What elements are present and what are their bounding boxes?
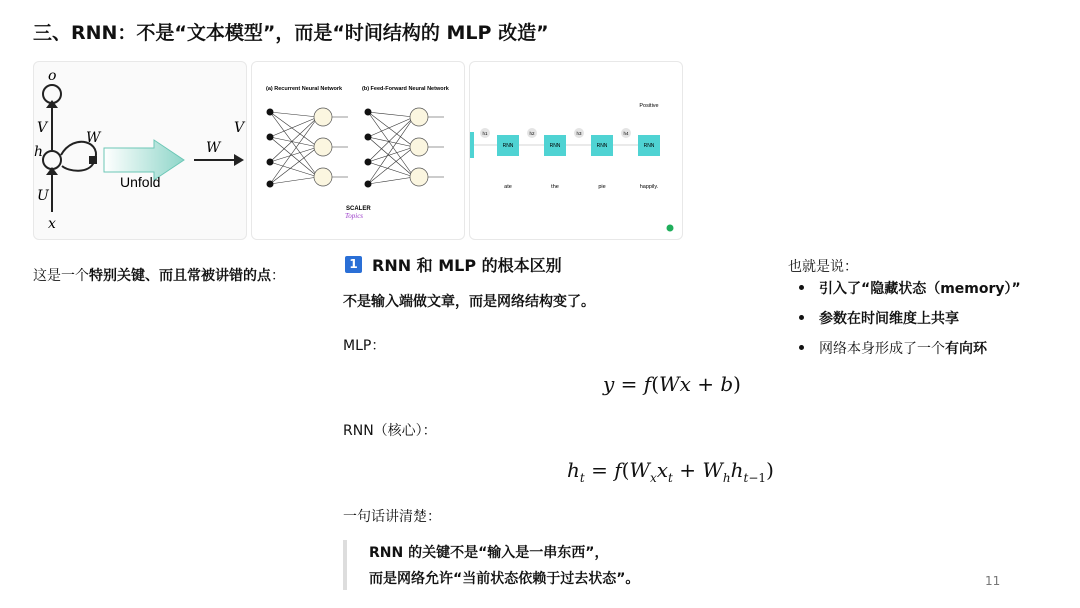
- summary-label: 一句话讲清楚：: [343, 509, 441, 525]
- label-v: V: [37, 120, 48, 136]
- rnn-cell-label-2: RNN: [549, 143, 561, 149]
- bullet-item: [795, 278, 1021, 298]
- rnn-cell-label-3: RNN: [596, 143, 608, 149]
- label-w: W: [86, 130, 101, 146]
- unfold-label: Unfold: [120, 174, 161, 190]
- panel-a-label: (a) Recurrent Neural Network: [266, 86, 343, 92]
- hidden-label-1: h1: [482, 131, 488, 136]
- rnn-unfold-diagram: [34, 62, 246, 239]
- panel-b-label: (b) Feed-Forward Neural Network: [362, 86, 449, 92]
- rnn-cell-label-1: RNN: [502, 143, 514, 149]
- quote-line-2: 而是网络允许“当前状态依赖于过去状态”。: [369, 571, 640, 587]
- output-label: Positive: [639, 103, 659, 109]
- label-u: U: [37, 188, 49, 204]
- rnn-label: RNN（核心）：: [343, 423, 437, 439]
- hidden-node: [43, 151, 61, 169]
- bullet-text: 参数在时间维度上共享: [819, 311, 959, 327]
- chat-icon: [667, 225, 674, 232]
- scaler-logo-bottom: Topics: [345, 212, 364, 220]
- lead-text: [33, 265, 285, 285]
- word-4: happily.: [639, 184, 659, 190]
- right-heading: 也就是说：: [788, 259, 858, 275]
- section-heading: [345, 253, 562, 276]
- label-h: h: [34, 144, 44, 160]
- page-number: 11: [985, 574, 1001, 588]
- rnn-cell-label-4: RNN: [643, 143, 655, 149]
- lead-tail: ：: [271, 268, 285, 284]
- key-points-list: [795, 278, 1021, 368]
- word-2: the: [551, 184, 559, 190]
- label-o: o: [48, 68, 57, 84]
- network-comparison-diagram: [252, 62, 464, 239]
- lead-plain: 这是一个: [33, 268, 89, 284]
- scaler-logo-top: SCALER: [346, 206, 371, 212]
- rnn-formula: $h_t = f(W_xx_t + W_hh_{t-1})$: [567, 458, 774, 485]
- section-heading-text: RNN 和 MLP 的根本区别: [372, 256, 562, 275]
- page-title: 三、RNN：不是“文本模型”，而是“时间结构的 MLP 改造”: [33, 22, 549, 44]
- lead-bold: 特别关键、而且常被讲错的点: [89, 268, 271, 284]
- hidden-label-2: h2: [529, 131, 535, 136]
- bullet-item: [795, 338, 1021, 358]
- word-3: pie: [598, 184, 606, 190]
- label-w2: W: [206, 140, 221, 156]
- quote-line-1: RNN 的关键不是“输入是一串东西”，: [369, 545, 609, 561]
- mlp-label: MLP：: [343, 338, 386, 354]
- bullet-text: 网络本身形成了一个: [819, 341, 945, 357]
- mlp-formula: y = f(Wx + b): [603, 372, 741, 396]
- bullet-item: [795, 308, 1021, 328]
- label-v2: V: [234, 120, 245, 136]
- label-x: x: [48, 216, 56, 232]
- rnn-sequence-diagram: [470, 62, 682, 239]
- hidden-label-3: h3: [576, 131, 582, 136]
- hidden-label-4: h4: [623, 131, 629, 136]
- rnn-unfold-figure: [33, 61, 247, 240]
- section-number-badge: 1: [345, 256, 362, 273]
- bullet-text: 引入了“隐藏状态（memory）”: [819, 281, 1021, 297]
- bullet-bold-text: 有向环: [945, 341, 987, 357]
- key-quote: [343, 540, 677, 590]
- rnn-vs-ff-figure: [251, 61, 465, 240]
- rnn-sequence-figure: [469, 61, 683, 240]
- word-1: ate: [504, 184, 512, 190]
- section-subtitle: 不是输入端做文章，而是网络结构变了。: [343, 294, 595, 310]
